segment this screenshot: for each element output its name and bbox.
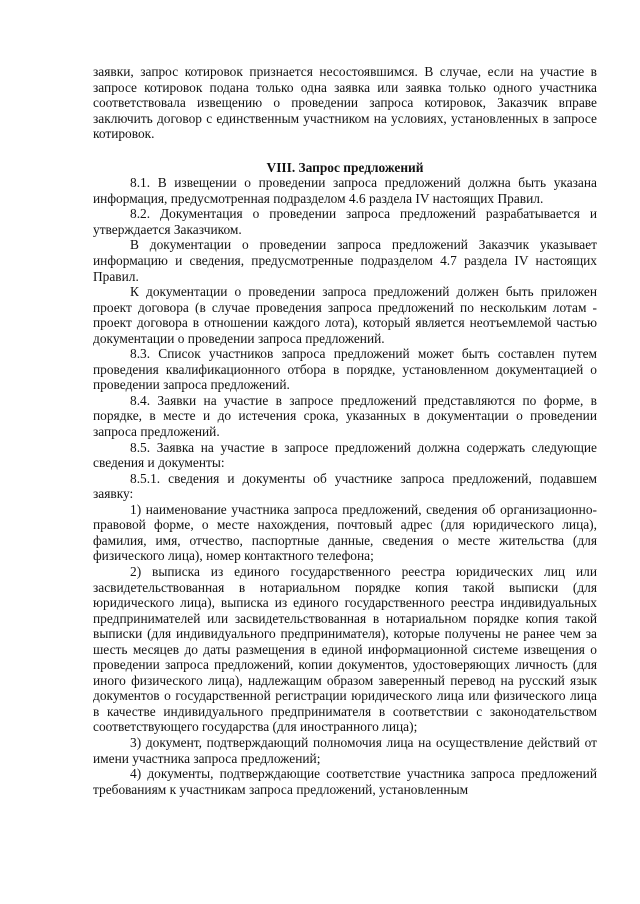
list-item-3: 3) документ, подтверждающий полномочия лица на осуществление действий от имени участника запроса предложений; (93, 734, 597, 766)
list-item-4: 4) документы, подтверждающие соответствие участника запроса предложений требованиям к участникам запроса предложений, установленным (93, 766, 597, 797)
paragraph-8-5-1: 8.5.1. сведения и документы об участнике запроса предложений, подавшем заявку: (93, 470, 597, 502)
paragraph-8-5: 8.5. Заявка на участие в запросе предложений должна содержать следующие сведения и документы: (93, 439, 597, 471)
paragraph-8-4: 8.4. Заявки на участие в запросе предложений представляются по форме, в порядке, в месте и до истечения срока, указанных в документации о проведении запроса предложений. (93, 392, 597, 440)
list-item-1: 1) наименование участника запроса предложений, сведения об организационно-правовой форме, о месте нахождения, почтовый адрес (для юридического лица), фамилия, имя, отчество, паспортные данные, сведения о месте жительства (для физического лица), номер контактного телефона; (93, 501, 597, 564)
paragraph-8-2-contract: К документации о проведении запроса предложений должен быть приложен проект договора (в случае проведения запроса предложений по нескольким лотам - проект договора в отношении каждого лота), который является неотъемлемой частью документации о проведении запроса предложений. (93, 284, 597, 346)
paragraph-8-2: 8.2. Документация о проведении запроса предложений разрабатывается и утверждается Заказчиком. (93, 206, 597, 237)
section-heading: VIII. Запрос предложений (266, 159, 424, 175)
list-item-2: 2) выписка из единого государственного реестра юридических лиц или засвидетельствованная в нотариальном порядке копия такой выписки (для юридического лица), выписка из единого государственного реестра индивидуальных предпринимателей или засвидетельствованная в нотариальном порядке копия такой выписки (для индивидуального предпринимателя), которые получены не ранее чем за шесть месяцев до даты размещения в единой информационной системе извещения о проведении запроса предложений, копии документов, удостоверяющих личность (для иного физического лица), надлежащим образом заверенный перевод на русский язык документов о государственной регистрации юридического лица или физического лица в качестве индивидуального предпринимателя в соответствии с законодательством соответствующего государства (для иностранного лица); (93, 563, 597, 735)
paragraph-8-2-documentation: В документации о проведении запроса предложений Заказчик указывает информацию и сведения, предусмотренные подразделом 4.7 раздела IV настоящих Правил. (93, 237, 597, 284)
paragraph-8-3: 8.3. Список участников запроса предложений может быть составлен путем проведения квалификационного отбора в порядке, установленном документацией о проведении запроса предложений. (93, 346, 597, 393)
document-page (93, 64, 597, 797)
paragraph-continuation: заявки, запрос котировок признается несостоявшимся. В случае, если на участие в запросе котировок подана только одна заявка или заявка только одного участника соответствовала извещению о проведении запроса котировок, Заказчик вправе заключить договор с единственным участником на условиях, установленных в запросе котировок. (93, 64, 597, 142)
paragraph-8-1: 8.1. В извещении о проведении запроса предложений должна быть указана информация, предусмотренная подразделом 4.6 раздела IV настоящих Правил. (93, 175, 597, 206)
